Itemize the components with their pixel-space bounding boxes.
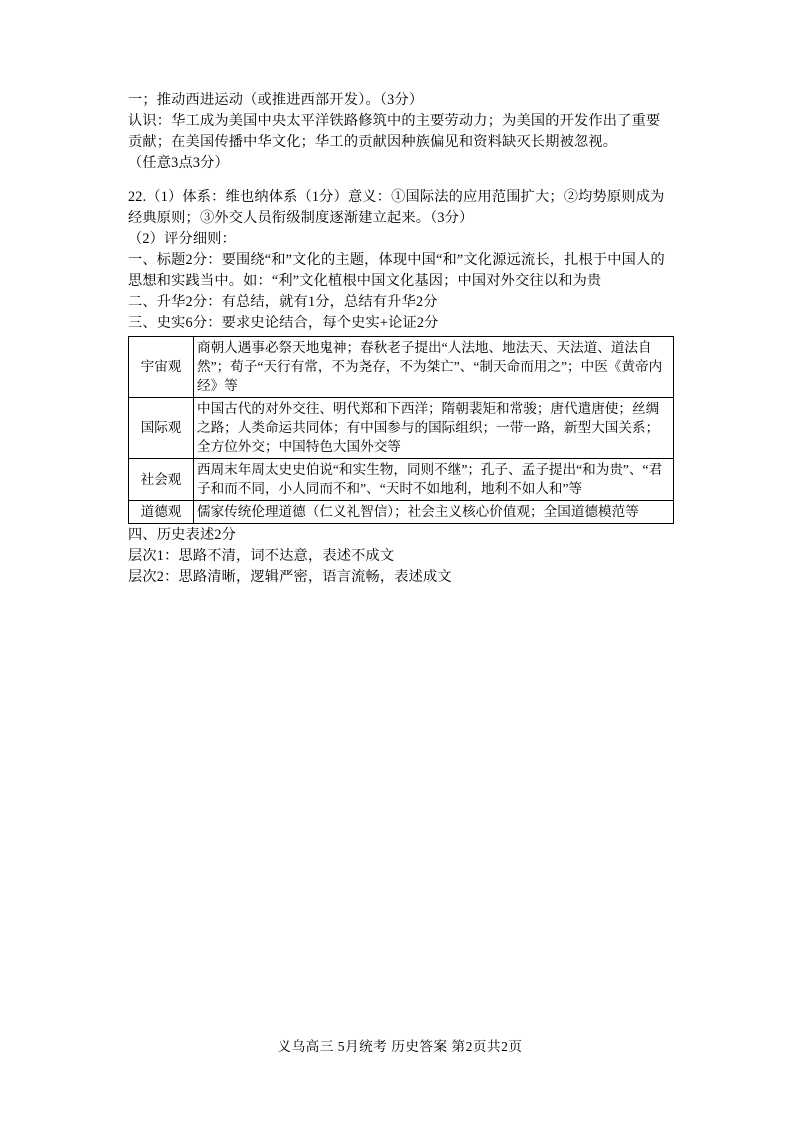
paragraph-q22-1: 22.（1）体系：维也纳体系（1分）意义：①国际法的应用范围扩大；②均势原则成为经典原则；③外交人员衔级制度逐渐建立起来。（3分） (128, 189, 665, 226)
table-row-text: 商朝人遇事必祭天地鬼神；春秋老子提出“人法地、地法天、天法道、道法自然”；荀子“天行有常，不为尧存，不为桀亡”、“制天命而用之”；中医《黄帝内经》等 (194, 337, 674, 398)
criteria-title: 一、标题2分：要围绕“和”文化的主题，体现中国“和”文化源远流长，扎根于中国人的思想和实践当中。如：“利”文化植根中国文化基因；中国对外交往以和为贵 (128, 252, 665, 289)
table-row-label: 社会观 (129, 459, 194, 501)
paragraph-q21-understanding: 认识：华工成为美国中央太平洋铁路修筑中的主要劳动力；为美国的开发作出了重要贡献；在美国传播中华文化；华工的贡献因种族偏见和资料缺灭长期被忽视。 (128, 113, 661, 150)
page-footer: 义乌高三 5月统考 历史答案 第2页共2页 (277, 1039, 523, 1054)
criteria-sublimation: 二、升华2分：有总结，就有1分，总结有升华2分 (128, 294, 438, 310)
paragraph-q21-answer: 一；推动西进运动（或推进西部开发）。（3分） (128, 92, 424, 108)
table-row (129, 398, 674, 459)
table-row-label: 国际观 (129, 398, 194, 459)
tail-level-2: 层次2：思路清晰，逻辑严密，语言流畅，表述成文 (128, 569, 452, 585)
table-row-label: 道德观 (129, 501, 194, 524)
table-row-text: 儒家传统伦理道德（仁义礼智信）；社会主义核心价值观；全国道德模范等 (194, 501, 674, 524)
table-row-label: 宇宙观 (129, 337, 194, 398)
criteria-table (128, 336, 674, 524)
tail-section-title: 四、历史表述2分 (128, 527, 237, 543)
criteria-historical-facts: 三、史实6分：要求史论结合，每个史实+论证2分 (128, 315, 439, 331)
table-row-text: 中国古代的对外交往、明代郑和下西洋；隋朝裴矩和常骏；唐代遣唐使；丝绸之路；人类命运共同体；有中国参与的国际组织；一带一路，新型大国关系；全方位外交；中国特色大国外交等 (194, 398, 674, 459)
document-body (128, 90, 674, 588)
spacer (128, 174, 674, 187)
table-row-text: 西周末年周太史史伯说“和实生物，同则不继”；孔子、孟子提出“和为贵”、“君子和而不同，小人同而不和”、“天时不如地利，地利不如人和”等 (194, 459, 674, 501)
paragraph-q22-2: （2）评分细则： (128, 231, 237, 247)
table-row (129, 501, 674, 524)
tail-level-1: 层次1：思路不清，词不达意，表述不成文 (128, 548, 395, 564)
table-row (129, 337, 674, 398)
table-row (129, 459, 674, 501)
paragraph-q21-note: （任意3点3分） (128, 155, 229, 171)
